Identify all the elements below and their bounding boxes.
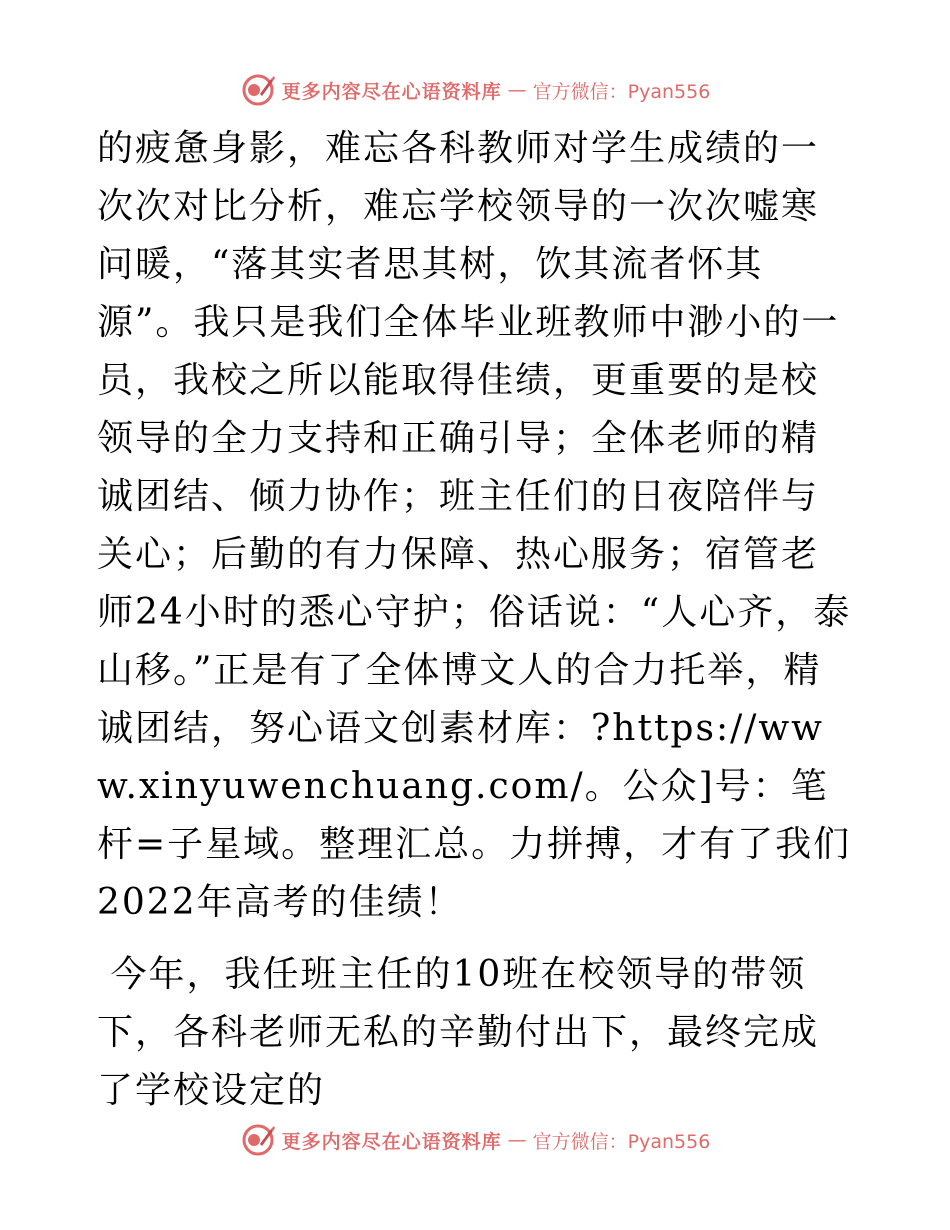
header-brand-name: 更多内容尽在心语资料库: [281, 80, 502, 103]
header-brand: [240, 72, 711, 108]
page-header: [0, 70, 950, 110]
body-paragraph-2: 今年，我任班主任的10班在校领导的带领下，各科老师无私的辛勤付出下，最终完成了学校设定的: [97, 954, 820, 1111]
body-paragraph-1: 的疲惫身影，难忘各科教师对学生成绩的一次次对比分析，难忘学校领导的一次次嘘寒问暖，“落其实者思其树，饮其流者怀其源”。我只是我们全体毕业班教师中渺小的一员，我校之所以能取得佳绩，更重要的是校领导的全力支持和正确引导；全体老师的精诚团结、倾力协作；班主任们的日夜陪伴与关心；后勤的有力保障、热心服务；宿管老师24小时的悉心守护；俗话说：“人心齐，泰山移。”正是有了全体博文人的合力托举，精诚团结，努心语文创素材库：?https://www.xinyuwenchuang.com/。公众]号：笔杆=子星域。整理汇总。力拼搏，才有了我们2022年高考的佳绩！: [97, 128, 852, 923]
header-contact: 官方微信：Pyan556: [532, 80, 711, 103]
page-footer: [0, 1120, 950, 1160]
pen-circle-logo-icon: [240, 72, 276, 108]
footer-brand-name: 更多内容尽在心语资料库: [281, 1130, 502, 1153]
footer-contact: 官方微信：Pyan556: [532, 1130, 711, 1153]
header-separator: —: [507, 79, 527, 101]
footer-brand: [240, 1122, 711, 1158]
document-body: [97, 120, 853, 1120]
pen-circle-logo-icon: [240, 1122, 276, 1158]
footer-separator: —: [507, 1129, 527, 1151]
